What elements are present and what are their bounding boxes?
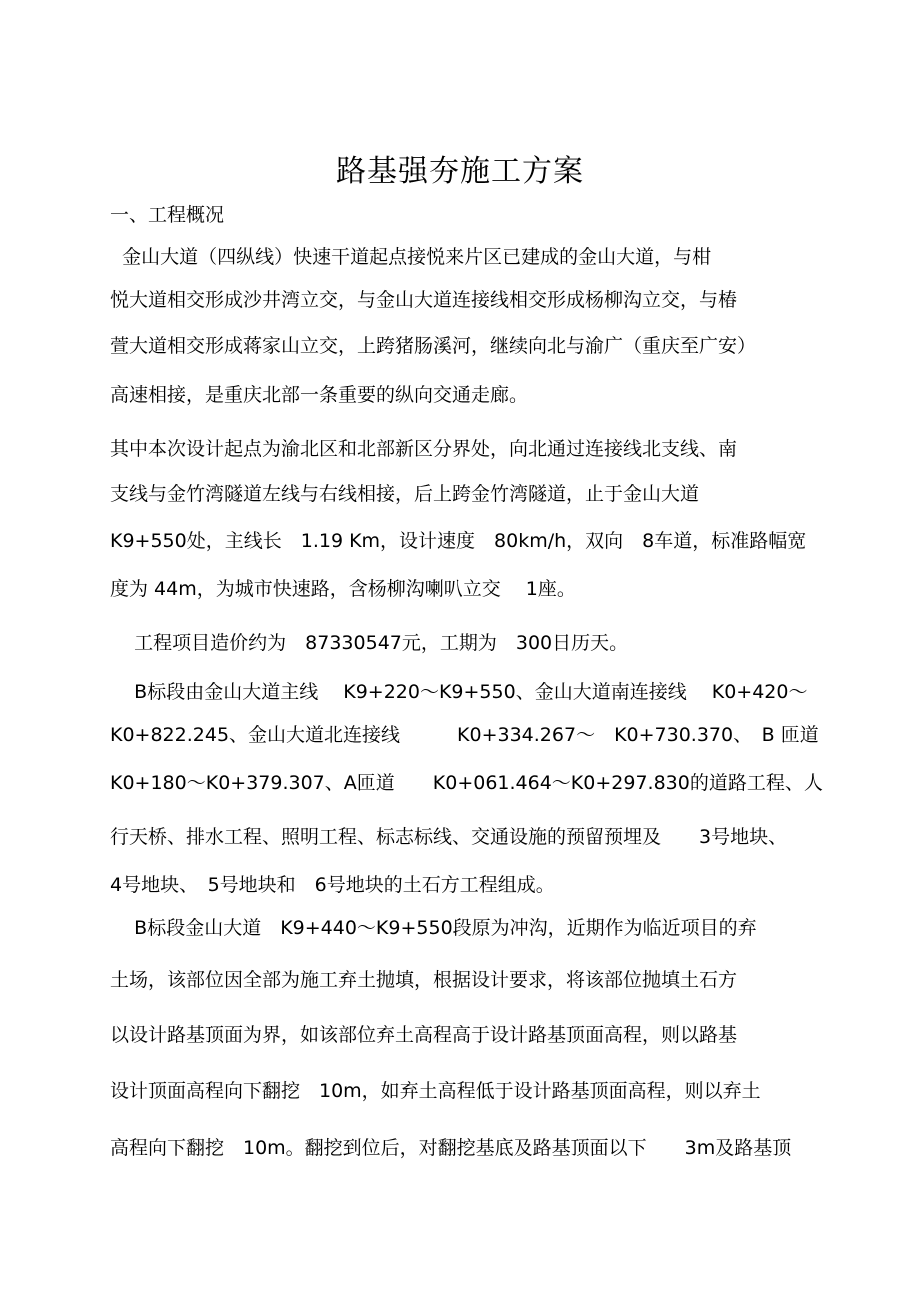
paragraph-line: K0+180～K0+379.307、A匝道 K0+061.464～K0+297.830的道路工程、人 <box>110 772 823 794</box>
paragraph-line: 工程项目造价约为 87330547元，工期为 300日历天。 <box>110 632 629 654</box>
paragraph-line: B标段由金山大道主线 K9+220～K9+550、金山大道南连接线 K0+420～ <box>110 681 808 703</box>
paragraph-line: 设计顶面高程向下翻挖 10m，如弃土高程低于设计路基顶面高程，则以弃土 <box>110 1080 761 1102</box>
paragraph-line: 土场，该部位因全部为施工弃土抛填，根据设计要求，将该部位抛填土石方 <box>110 969 738 991</box>
paragraph-line: 度为 44m，为城市快速路，含杨柳沟喇叭立交 1座。 <box>110 578 576 600</box>
paragraph-line: 金山大道（四纵线）快速干道起点接悦来片区已建成的金山大道，与柑 <box>110 246 712 268</box>
paragraph-line: 悦大道相交形成沙井湾立交，与金山大道连接线相交形成杨柳沟立交，与椿 <box>110 289 738 311</box>
document-title: 路基强夯施工方案 <box>336 154 584 189</box>
paragraph-line: 其中本次设计起点为渝北区和北部新区分界处，向北通过连接线北支线、南 <box>110 438 738 460</box>
paragraph-line: 支线与金竹湾隧道左线与右线相接，后上跨金竹湾隧道，止于金山大道 <box>110 483 700 505</box>
paragraph-line: 萱大道相交形成蒋家山立交，上跨猪肠溪河，继续向北与渝广（重庆至广安） <box>110 335 757 357</box>
paragraph-line: 高速相接，是重庆北部一条重要的纵向交通走廊。 <box>110 384 529 406</box>
section-heading: 一、工程概况 <box>110 204 225 226</box>
paragraph-line: 以设计路基顶面为界，如该部位弃土高程高于设计路基顶面高程，则以路基 <box>110 1024 738 1046</box>
paragraph-line: 高程向下翻挖 10m。翻挖到位后，对翻挖基底及路基顶面以下 3m及路基顶 <box>110 1137 792 1159</box>
paragraph-line: K9+550处，主线长 1.19 Km，设计速度 80km/h，双向 8车道，标准路幅宽 <box>110 530 807 552</box>
paragraph-line: B标段金山大道 K9+440～K9+550段原为冲沟，近期作为临近项目的弃 <box>110 917 757 939</box>
paragraph-line: 行天桥、排水工程、照明工程、标志标线、交通设施的预留预埋及 3号地块、 <box>110 826 788 848</box>
paragraph-line: 4号地块、 5号地块和 6号地块的土石方工程组成。 <box>110 874 555 896</box>
paragraph-line: K0+822.245、金山大道北连接线 K0+334.267～ K0+730.370、 B 匝道 <box>110 724 819 746</box>
